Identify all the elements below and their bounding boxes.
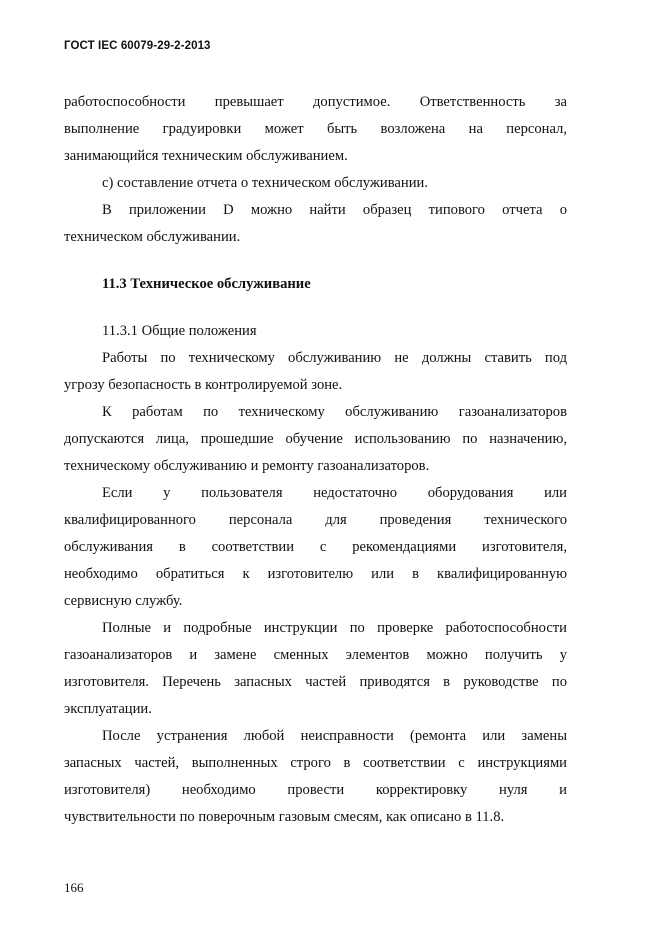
text-line: выполнение градуировки может быть возложена на персонал,: [64, 121, 567, 137]
text-line: обслуживания в соответствии с рекомендациями изготовителя,: [64, 539, 567, 555]
section-heading: 11.3 Техническое обслуживание: [102, 276, 311, 292]
text-line: техническом обслуживании.: [64, 229, 241, 245]
text-line: угрозу безопасность в контролируемой зоне.: [64, 377, 343, 393]
text-line: квалифицированного персонала для проведения технического: [64, 512, 567, 528]
paragraph: [64, 89, 567, 170]
paragraph: [64, 615, 567, 723]
text-line: К работам по техническому обслуживанию газоанализаторов: [102, 404, 567, 420]
paragraph: [64, 480, 567, 615]
text-line: изготовителя. Перечень запасных частей приводятся в руководстве по: [64, 674, 567, 690]
text-line: чувствительности по поверочным газовым смесям, как описано в 11.8.: [64, 809, 505, 825]
text-line: работоспособности превышает допустимое. Ответственность за: [64, 94, 567, 110]
text-line: запасных частей, выполненных строго в соответствии с инструкциями: [64, 755, 567, 771]
page-number: 166: [64, 880, 84, 895]
text-line: Если у пользователя недостаточно оборудования или: [102, 485, 567, 501]
text-line: После устранения любой неисправности (ремонта или замены: [102, 728, 567, 744]
paragraph: [64, 345, 567, 399]
document-header: ГОСТ IEC 60079-29-2-2013: [64, 40, 211, 52]
text-line: изготовителя) необходимо провести корректировку нуля и: [64, 782, 567, 798]
paragraph: [64, 723, 567, 831]
text-line: техническому обслуживанию и ремонту газоанализаторов.: [64, 458, 430, 474]
subsection-heading: 11.3.1 Общие положения: [102, 323, 257, 339]
paragraph: [64, 170, 567, 197]
text-line: эксплуатации.: [64, 701, 152, 717]
text-line: допускаются лица, прошедшие обучение использованию по назначению,: [64, 431, 567, 447]
text-line: занимающийся техническим обслуживанием.: [64, 148, 348, 164]
paragraph: [64, 197, 567, 251]
page-body: [64, 89, 567, 831]
text-line: Работы по техническому обслуживанию не должны ставить под: [102, 350, 567, 366]
text-line: В приложении D можно найти образец типового отчета о: [102, 202, 567, 218]
text-line: сервисную службу.: [64, 593, 183, 609]
text-line: необходимо обратиться к изготовителю или в квалифицированную: [64, 566, 567, 582]
paragraph: [64, 399, 567, 480]
text-line: Полные и подробные инструкции по проверке работоспособности: [102, 620, 567, 636]
text-line: с) составление отчета о техническом обслуживании.: [102, 175, 428, 191]
text-line: газоанализаторов и замене сменных элементов можно получить у: [64, 647, 567, 663]
